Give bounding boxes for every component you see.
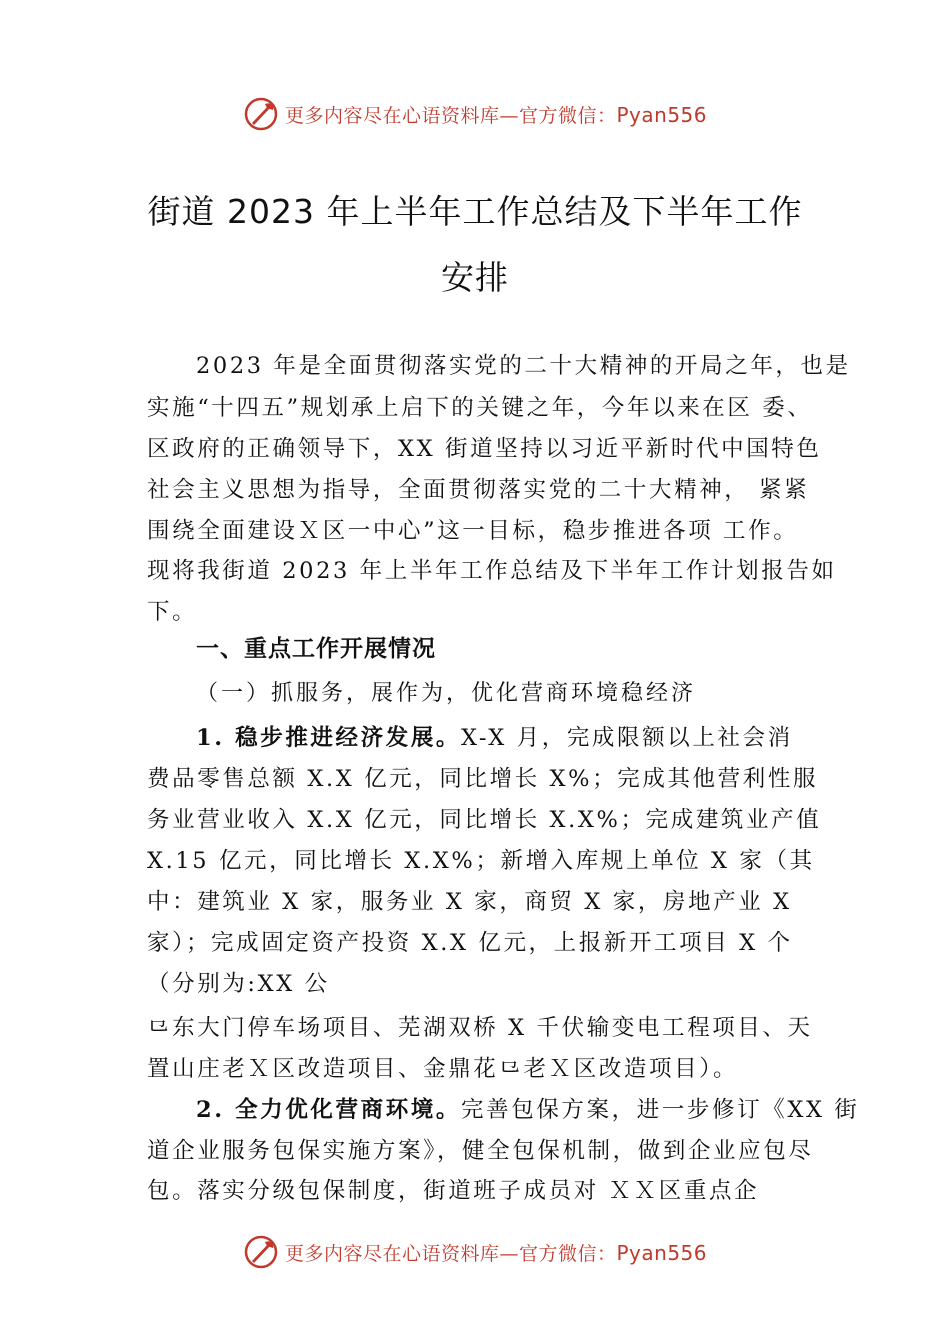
intro-line: 下。	[147, 599, 198, 625]
intro-line: 区政府的正确领导下，XX 街道坚持以习近平新时代中国特色	[147, 436, 822, 462]
intro-line: 社会主义思想为指导，全面贯彻落实党的二十大精神， 紧紧	[147, 477, 810, 503]
quill-logo-icon	[243, 96, 279, 132]
item-line: 道企业服务包保实施方案》，健全包保机制，做到企业应包尽	[147, 1138, 814, 1164]
item-line: （分别为:XX 公	[147, 971, 330, 997]
item-line: 置山庄老Ｘ区改造项目、金鼎花⺋老Ｘ区改造项目）。	[147, 1056, 739, 1082]
item-line: 务业营业收入 X.X 亿元，同比增长 X.X%；完成建筑业产值	[147, 807, 822, 833]
item-line: 中：建筑业 X 家，服务业 X 家，商贸 X 家，房地产业 X	[147, 889, 792, 915]
footer-banner-text: 更多内容尽在心语资料库—官方微信：Pyan556	[284, 1240, 708, 1265]
item-line: ⺋东大门停车场项目、芜湖双桥 X 千伏输变电工程项目、天	[147, 1015, 813, 1041]
document-title-cont: 安排	[441, 258, 509, 297]
item-line: 费品零售总额 X.X 亿元，同比增长 X%；完成其他营利性服	[147, 766, 819, 792]
item-line: 包。落实分级包保制度，街道班子成员对 ＸＸ区重点企	[147, 1178, 760, 1204]
intro-line: 实施“十四五”规划承上启下的关键之年，今年以来在区 委、	[147, 395, 813, 421]
intro-line: 现将我街道 2023 年上半年工作总结及下半年工作计划报告如	[147, 558, 837, 584]
intro-line: 2023 年是全面贯彻落实党的二十大精神的开局之年，也是	[196, 353, 851, 379]
footer-wechat-id: Pyan556	[616, 1240, 708, 1265]
quill-logo-icon	[243, 1234, 279, 1270]
intro-line: 围绕全面建设Ｘ区一中心”这一目标，稳步推进各项 工作。	[147, 518, 799, 544]
item-heading: 2. 全力优化营商环境。	[196, 1097, 462, 1123]
item-line: 家）；完成固定资产投资 X.X 亿元，上报新开工项目 X 个	[147, 930, 793, 956]
header-banner	[0, 92, 950, 136]
header-wechat-id: Pyan556	[616, 102, 708, 127]
item-line: X.15 亿元，同比增长 X.X%；新增入库规上单位 X 家（其	[147, 848, 815, 874]
footer-banner	[0, 1230, 950, 1274]
header-banner-text: 更多内容尽在心语资料库—官方微信：Pyan556	[284, 102, 708, 127]
document-title: 街道 2023 年上半年工作总结及下半年工作	[147, 192, 803, 231]
item-line: 1. 稳步推进经济发展。X-X 月，完成限额以上社会消	[196, 725, 793, 751]
section-heading: 一、重点工作开展情况	[196, 636, 436, 662]
item-heading: 1. 稳步推进经济发展。	[196, 725, 462, 751]
subsection-heading: （一）抓服务，展作为，优化营商环境稳经济	[196, 681, 697, 706]
item-line: 2. 全力优化营商环境。完善包保方案，进一步修订《XX 街	[196, 1097, 860, 1123]
